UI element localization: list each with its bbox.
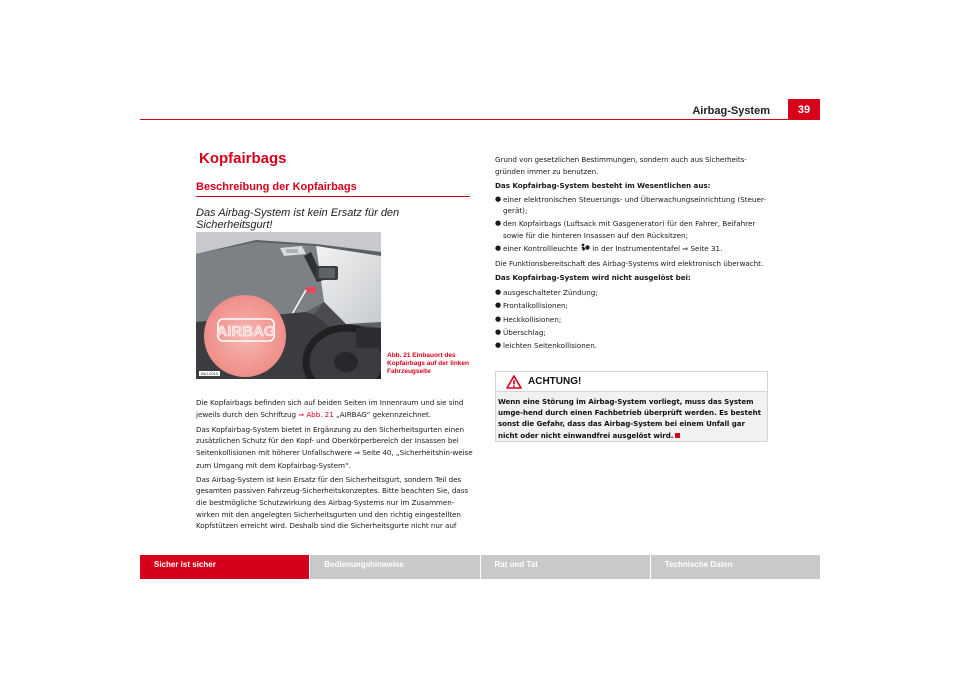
section-subtitle: Beschreibung der Kopfairbags xyxy=(196,181,357,193)
figure-code: B6J-0010 xyxy=(201,371,219,376)
header-rule xyxy=(140,119,820,120)
right-column-text xyxy=(495,154,770,354)
section-heading-block xyxy=(196,150,470,231)
lead-sentence: Das Airbag-System ist kein Ersatz für den Sicherheitsgurt! xyxy=(196,207,400,231)
warning-box xyxy=(495,371,768,442)
list-heading: Das Kopfairbag-System besteht im Wesentlichen aus: xyxy=(495,180,711,190)
end-of-section-icon xyxy=(675,433,680,438)
bullet-icon: ● xyxy=(495,219,502,228)
list-item: ● einer elektronischen Steuerungs- und Überwachungseinrichtung (Steuer-gerät); xyxy=(495,194,766,216)
bullet-icon: ● xyxy=(495,340,502,349)
cross-reference-arrow-icon: ⇒ xyxy=(298,410,305,419)
page-reference-link[interactable]: Seite 31. xyxy=(688,243,723,253)
bullet-icon: ● xyxy=(495,314,502,323)
bullet-icon: ● xyxy=(495,243,502,252)
cross-reference-arrow-icon: ⇒ xyxy=(682,244,689,253)
footer-navigation xyxy=(140,555,820,579)
figure-21-image xyxy=(196,232,381,379)
airbag-label-text: AIRBAG xyxy=(216,323,276,340)
bullet-icon: ● xyxy=(495,288,502,297)
paragraph: Das Kopfairbag-System bietet in Ergänzung zu den Sicherheitsgurten einen zusätzlichen Schutz für den Kopf- und Oberkörperbereich der Insassen bei Seitenkollisionen mit höherer Unfallschwere ⇒ Seite 40, „Sicherheitshin-weise zum Umgang mit dem Kopfairbag-System“. xyxy=(196,424,473,470)
bullet-icon: ● xyxy=(495,301,502,310)
list-heading: Das Kopfairbag-System wird nicht ausgelöst bei: xyxy=(495,273,691,283)
paragraph: Die Kopfairbags befinden sich auf beiden Seiten im Innenraum und sie sind jeweils durch den Schriftzug ⇒ Abb. 21 „AIRBAG“ gekennzeichnet. xyxy=(196,398,464,419)
list-item: ● Überschlag; xyxy=(495,326,770,339)
running-header-title: Airbag-System xyxy=(692,105,770,117)
footer-tab-rat-und-tat[interactable]: Rat und Tat xyxy=(481,555,650,579)
list-item: ● Heckkollisionen; xyxy=(495,313,770,326)
list-item: ● leichten Seitenkollisionen. xyxy=(495,339,770,352)
warning-text: Wenn eine Störung im Airbag-System vorliegt, muss das System umge-hend durch einen Fachbetrieb überprüft werden. Es besteht sonst die Gefahr, dass das Airbag-System bei einem Unfall gar nicht oder nicht einwandfrei ausgelöst wird. xyxy=(498,397,761,440)
car-interior-illustration xyxy=(196,232,381,379)
left-column-text xyxy=(196,397,474,534)
paragraph: Die Funktionsbereitschaft des Airbag-Systems wird elektronisch überwacht. xyxy=(495,258,764,268)
airbag-warning-light-icon xyxy=(580,243,590,252)
warning-title: ACHTUNG! xyxy=(528,376,582,387)
footer-tab-technische-daten[interactable]: Technische Daten xyxy=(651,555,820,579)
list-item: ● einer Kontrollleuchte in der Instrumententafel ⇒ Seite 31. xyxy=(495,243,723,253)
warning-header xyxy=(496,372,767,392)
list-item: ● Frontalkollisionen; xyxy=(495,299,770,312)
paragraph: Grund von gesetzlichen Bestimmungen, sondern auch aus Sicherheits-gründen immer zu benutzen. xyxy=(495,155,747,176)
list-item: ● den Kopfairbags (Luftsack mit Gasgenerator) für den Fahrer, Beifahrer sowie für die hinteren Insassen auf den Rücksitzen; xyxy=(495,219,756,240)
no-deployment-list xyxy=(495,286,770,351)
cross-reference-arrow-icon: ⇒ xyxy=(354,448,360,457)
figure-caption: Abb. 21 Einbauort des Kopfairbags auf der linken Fahrzeugseite xyxy=(387,352,469,375)
warning-triangle-icon xyxy=(506,375,522,389)
bullet-icon: ● xyxy=(495,194,502,203)
list-item: ● ausgeschalteter Zündung; xyxy=(495,286,770,299)
page-number: 39 xyxy=(788,99,820,120)
section-title: Kopfairbags xyxy=(199,150,287,167)
subtitle-rule xyxy=(196,196,470,197)
paragraph: Das Airbag-System ist kein Ersatz für den Sicherheitsgurt, sondern Teil des gesamten passiven Fahrzeug-Sicherheitskonzeptes. Bitte beachten Sie, dass die bestmögliche Schutzwirkung des Airbag-Systems nur im Zusammen-wirken mit den angelegten Sicherheitsgurten und den richtig eingestellten Kopfstützen erreicht wird. Deshalb sind die Sicherheitsgurte nicht nur auf xyxy=(196,474,469,531)
components-list xyxy=(495,194,770,255)
warning-body xyxy=(496,392,767,441)
figure-reference-link[interactable]: Abb. 21 xyxy=(304,409,334,419)
page-reference-link[interactable]: Seite 40, „Sicherheitshin-weise zum Umgang mit dem Kopfairbag-System“. xyxy=(196,447,473,470)
footer-tab-sicher-ist-sicher[interactable]: Sicher ist sicher xyxy=(140,555,309,579)
bullet-icon: ● xyxy=(495,327,502,336)
footer-tab-bedienungshinweise[interactable]: Bedienungshinweise xyxy=(310,555,479,579)
